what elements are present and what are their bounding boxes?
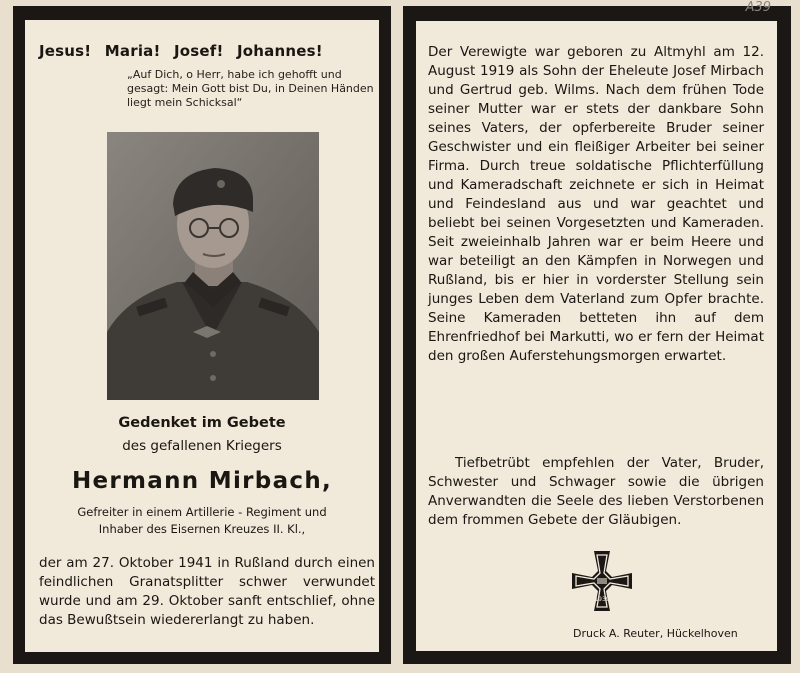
deceased-name: Hermann Mirbach, [71, 468, 333, 494]
invocation-header [39, 42, 379, 60]
archive-mark: A39 [745, 0, 771, 15]
invocation-word: Maria! [104, 42, 161, 60]
memorial-card-back [403, 0, 791, 664]
portrait-illustration [107, 132, 319, 400]
rank-line: Gefreiter in einem Artillerie - Regiment und [77, 505, 327, 519]
death-notice-text: der am 27. Oktober 1941 in Rußland durch einen feindlichen Granatsplitter schwer verwundet wurde und am 29. Oktober sanft entschlief, ohne das Bewußtsein wiedererlangt zu haben. [39, 555, 375, 628]
fallen-subheading: des gefallenen Kriegers [122, 438, 282, 454]
rank-description [25, 504, 379, 538]
prayer-heading: Gedenket im Gebete [118, 415, 286, 431]
mourning-text [428, 454, 764, 530]
psalm-quote: „Auf Dich, o Herr, habe ich gehofft und gesagt: Mein Gott bist Du, in Deinen Händen liegt mein Schicksal“ [127, 68, 374, 109]
soldier-portrait [107, 132, 319, 400]
card-front-panel [25, 20, 379, 652]
biography-text: Der Verewigte war geboren zu Altmyhl am 12. August 1919 als Sohn der Eheleute Josef Mirbach und Gertrud geb. Wilms. Nach dem frühen Tode seiner Mutter war er stets der dankbare Sohn seines Vaters, der opferbereite Bruder seiner Geschwister und ein fleißiger Arbeiter bei seiner Firma. Durch treue soldatische Pflichterfüllung und Kameradschaft zeichnete er sich in Heimat und Feindesland aus und war geachtet und beliebt bei seinen Vorgesetzten und Kameraden. Seit zweieinhalb Jahren war er beim Heere und war beteiligt an den Kämpfen in Norwegen und Rußland, bis er hier in vorderster Stellung sein junges Leben dem Vaterland zum Opfer brachte. Seine Kameraden betteten ihn auf dem Ehrenfriedhof bei Markutti, wo er fern der Heimat den großen Auferstehungsmorgen erwartet. [428, 44, 764, 364]
invocation-word: Johannes! [236, 42, 323, 60]
cross-year: 1939 [594, 596, 610, 603]
rank-line: Inhaber des Eisernen Kreuzes II. Kl., [98, 522, 306, 536]
invocation-word: Josef! [173, 42, 224, 60]
iron-cross-icon [570, 549, 634, 617]
card-back-panel [416, 21, 777, 651]
memorial-card-front [13, 6, 391, 664]
mourning-body: Tiefbetrübt empfehlen der Vater, Bruder, Schwester und Schwager sowie die übrigen Anverwandten die Seele des lieben Verstorbenen dem frommen Gebete der Gläubigen. [428, 455, 764, 528]
printer-credit: Druck A. Reuter, Hückelhoven [573, 627, 738, 640]
invocation-word: Jesus! [39, 42, 92, 60]
